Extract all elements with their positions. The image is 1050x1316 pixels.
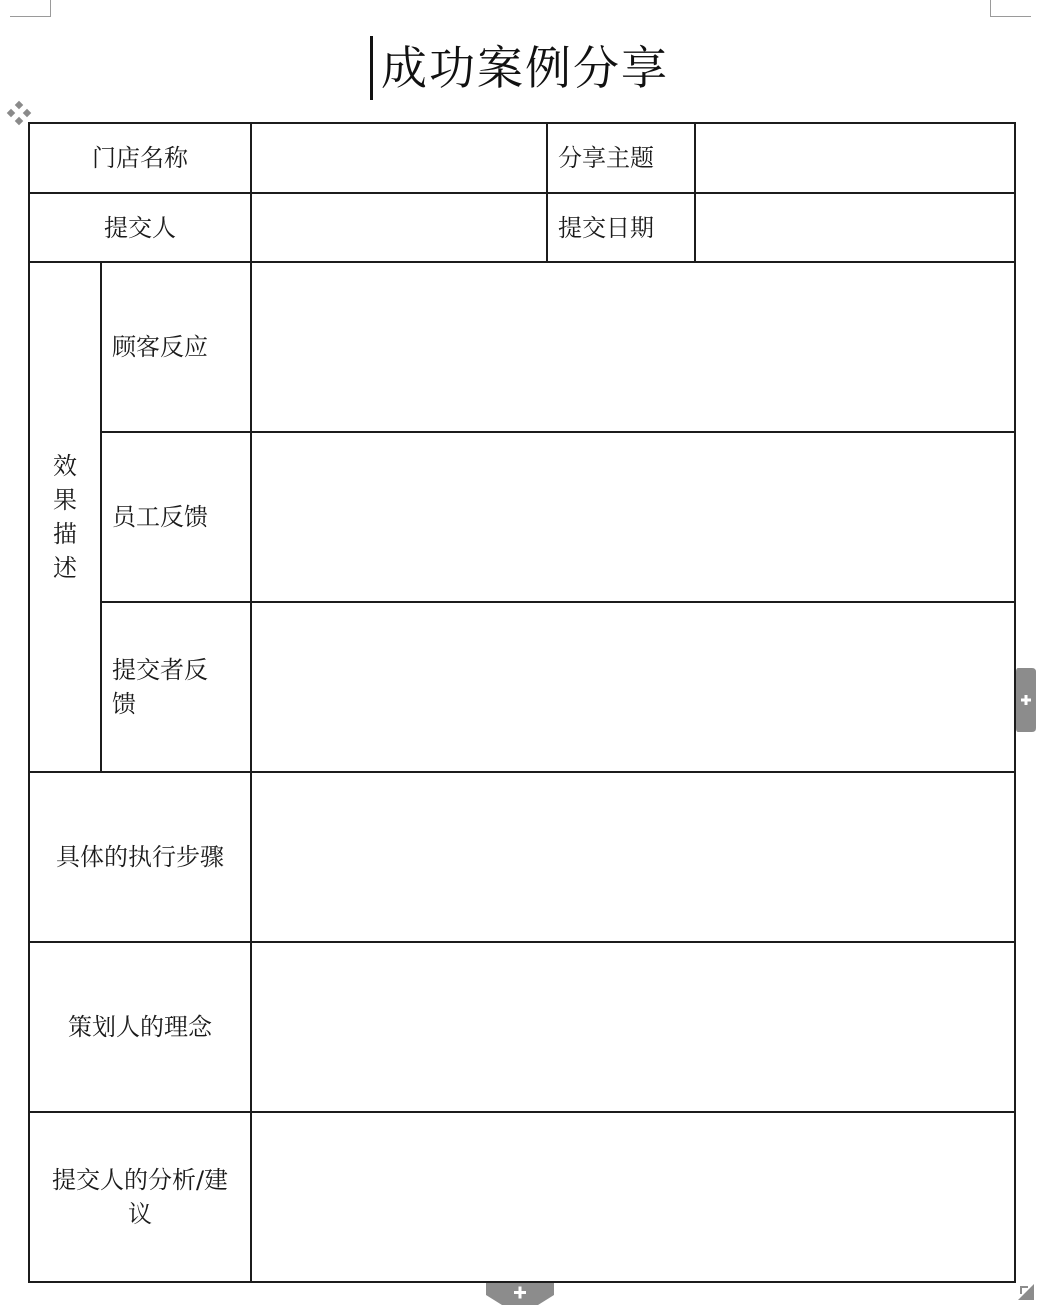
customer-response-label: 顾客反应 (101, 262, 251, 432)
table-row (29, 262, 1015, 432)
table-resize-handle[interactable] (1016, 1282, 1036, 1302)
staff-feedback-label: 员工反馈 (101, 432, 251, 602)
table-row (29, 193, 1015, 262)
case-share-form-table (28, 122, 1016, 1283)
resize-icon (1016, 1282, 1036, 1302)
table-row (29, 432, 1015, 602)
submitter-analysis-field[interactable] (251, 1112, 1015, 1282)
table-row (29, 602, 1015, 772)
effect-label-char: 果 (53, 486, 77, 514)
effect-label-char: 效 (53, 452, 77, 480)
table-row (29, 1112, 1015, 1282)
table-row (29, 772, 1015, 942)
execution-steps-label: 具体的执行步骤 (29, 772, 251, 942)
customer-response-field[interactable] (251, 262, 1015, 432)
submitter-field[interactable] (251, 193, 547, 262)
store-name-field[interactable] (251, 123, 547, 193)
add-column-button[interactable] (1016, 668, 1036, 732)
submitter-feedback-label: 提交者反馈 (101, 602, 251, 772)
planner-concept-field[interactable] (251, 942, 1015, 1112)
submit-date-label: 提交日期 (547, 193, 695, 262)
submitter-analysis-label: 提交人的分析/建议 (29, 1112, 251, 1282)
add-row-button[interactable] (486, 1283, 554, 1305)
staff-feedback-field[interactable] (251, 432, 1015, 602)
share-topic-field[interactable] (695, 123, 1015, 193)
store-name-label: 门店名称 (29, 123, 251, 193)
page-title: 成功案例分享 (381, 41, 669, 95)
effect-label-char: 描 (53, 520, 77, 548)
plus-icon (1016, 668, 1036, 732)
crop-mark-top-right (990, 0, 1031, 17)
table-row (29, 123, 1015, 193)
crop-mark-top-left (10, 0, 51, 17)
plus-icon (486, 1283, 554, 1305)
submitter-label: 提交人 (29, 193, 251, 262)
effect-label-char: 述 (53, 554, 77, 582)
submit-date-field[interactable] (695, 193, 1015, 262)
table-row (29, 942, 1015, 1112)
execution-steps-field[interactable] (251, 772, 1015, 942)
share-topic-label: 分享主题 (547, 123, 695, 193)
submitter-feedback-field[interactable] (251, 602, 1015, 772)
planner-concept-label: 策划人的理念 (29, 942, 251, 1112)
effect-description-label (29, 262, 101, 772)
